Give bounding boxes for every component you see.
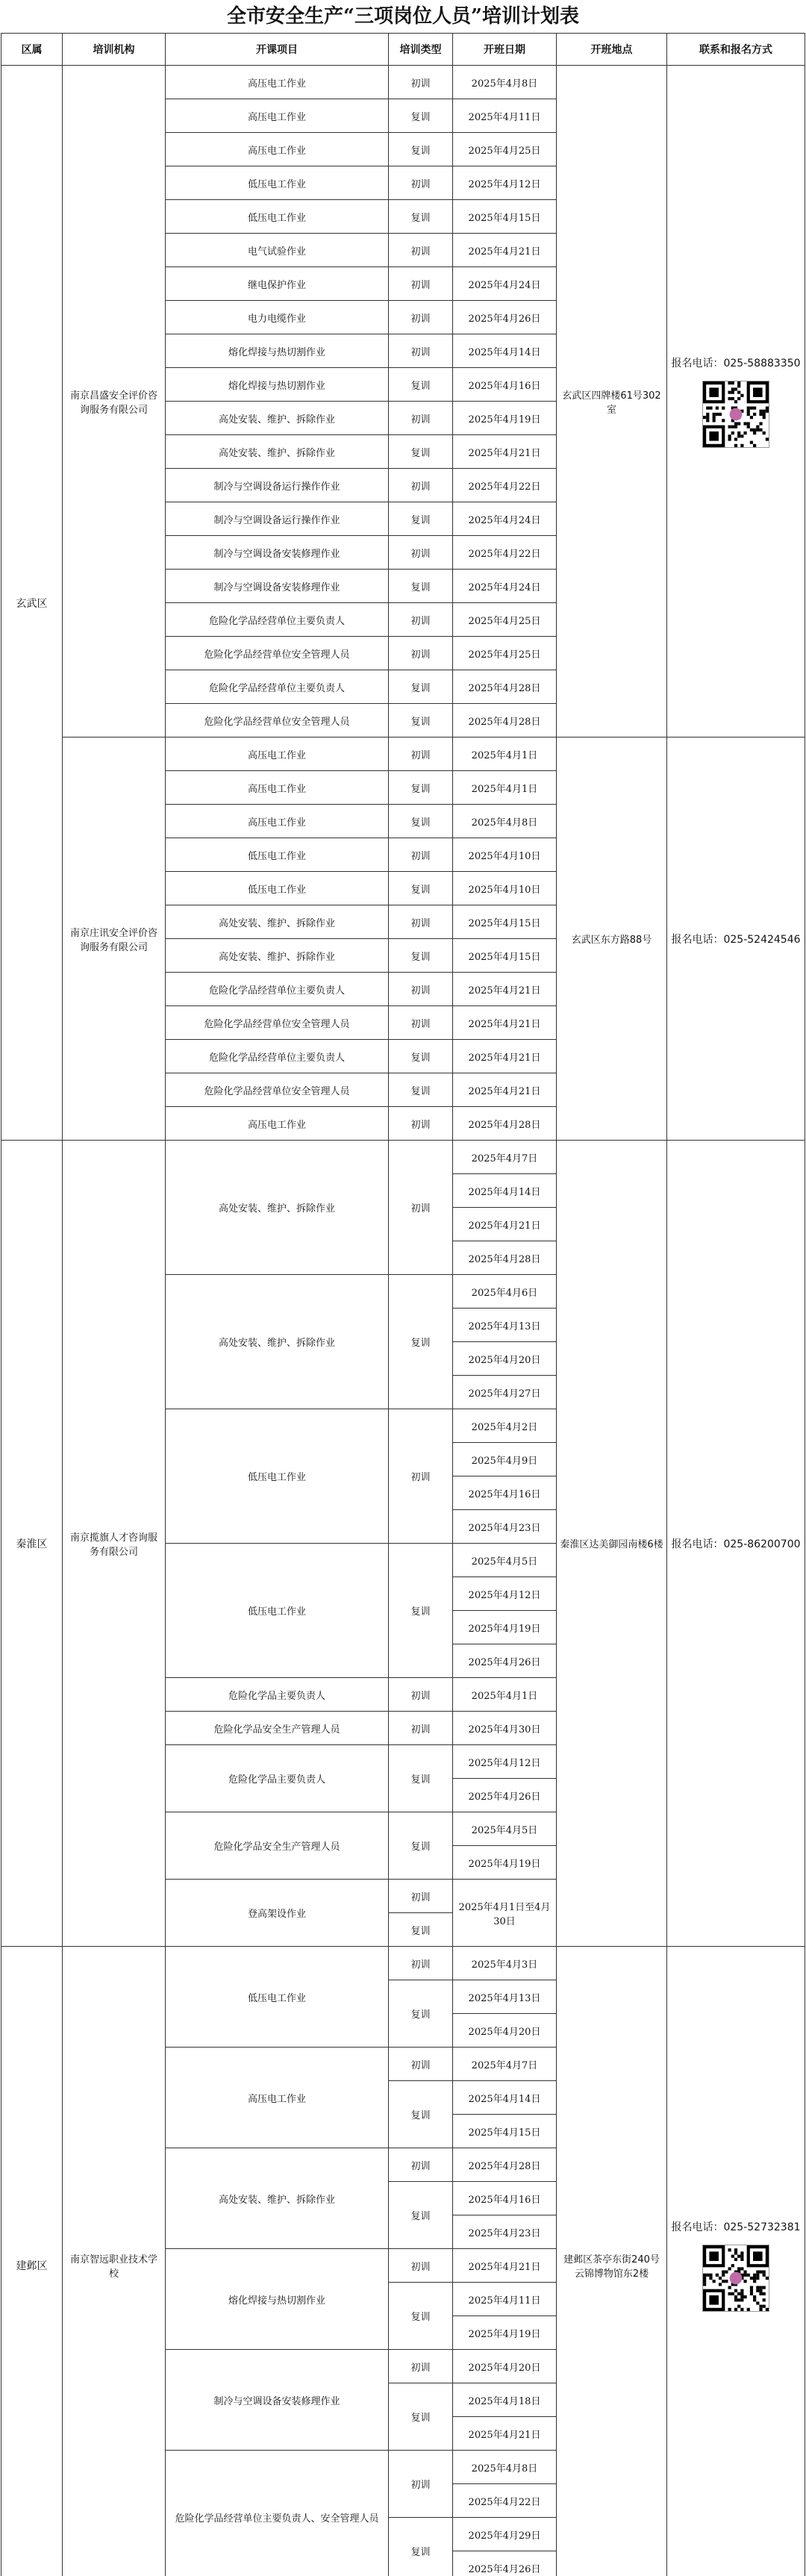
training-type-cell: 初训 — [389, 402, 453, 435]
training-type-cell: 初训 — [389, 737, 453, 771]
org-cell: 南京庄讯安全评价咨询服务有限公司 — [63, 737, 166, 1141]
training-type-cell: 初训 — [389, 1880, 453, 1913]
course-item-cell: 高压电工作业 — [166, 771, 389, 805]
start-date-cell: 2025年4月21日 — [453, 973, 557, 1006]
table-row — [1, 737, 805, 771]
header-location: 开班地点 — [557, 34, 667, 66]
start-date-cell: 2025年4月5日 — [453, 1812, 557, 1846]
start-date-cell: 2025年4月18日 — [453, 2383, 557, 2417]
course-item-cell: 危险化学品经营单位安全管理人员 — [166, 1073, 389, 1107]
start-date-cell: 2025年4月5日 — [453, 1544, 557, 1577]
course-item-cell: 熔化焊接与热切割作业 — [166, 368, 389, 402]
course-item-cell: 低压电工作业 — [166, 1947, 389, 2048]
course-item-cell: 高处安装、维护、拆除作业 — [166, 905, 389, 939]
course-item-cell: 高压电工作业 — [166, 1107, 389, 1141]
training-type-cell: 复训 — [389, 1812, 453, 1880]
start-date-cell: 2025年4月10日 — [453, 838, 557, 872]
training-type-cell: 初训 — [389, 637, 453, 670]
org-cell: 南京智远职业技术学校 — [63, 1947, 166, 2576]
contact-cell — [667, 1141, 805, 1947]
qr-code-icon — [702, 2245, 769, 2312]
start-date-cell: 2025年4月12日 — [453, 1577, 557, 1611]
course-item-cell: 高处安装、维护、拆除作业 — [166, 435, 389, 469]
training-type-cell: 初训 — [389, 66, 453, 99]
start-date-cell: 2025年4月11日 — [453, 99, 557, 133]
org-cell: 南京揽旗人才咨询服务有限公司 — [63, 1141, 166, 1947]
start-date-cell: 2025年4月25日 — [453, 637, 557, 670]
course-item-cell: 危险化学品经营单位主要负责人 — [166, 603, 389, 637]
header-region: 区属 — [1, 34, 63, 66]
start-date-cell: 2025年4月20日 — [453, 2014, 557, 2048]
course-item-cell: 危险化学品主要负责人 — [166, 1745, 389, 1812]
training-type-cell: 初训 — [389, 2249, 453, 2283]
start-date-cell: 2025年4月21日 — [453, 1073, 557, 1107]
course-item-cell: 高压电工作业 — [166, 2048, 389, 2148]
training-type-cell: 初训 — [389, 1006, 453, 1040]
course-item-cell: 危险化学品主要负责人 — [166, 1678, 389, 1712]
start-date-cell: 2025年4月12日 — [453, 1745, 557, 1779]
training-type-cell: 复训 — [389, 1275, 453, 1409]
contact-cell — [667, 737, 805, 1141]
training-type-cell: 复训 — [389, 1745, 453, 1812]
training-type-cell: 复训 — [389, 670, 453, 704]
start-date-cell: 2025年4月16日 — [453, 2182, 557, 2215]
location-cell: 建邺区茶亭东街240号云锦博物馆东2楼 — [557, 1947, 667, 2576]
training-type-cell: 复训 — [389, 2518, 453, 2576]
start-date-cell: 2025年4月15日 — [453, 905, 557, 939]
region-cell: 建邺区 — [1, 1947, 63, 2576]
start-date-cell: 2025年4月16日 — [453, 368, 557, 402]
training-type-cell: 初训 — [389, 2350, 453, 2383]
contact-phone: 报名电话：025-86200700 — [671, 1538, 801, 1550]
course-item-cell: 危险化学品经营单位安全管理人员 — [166, 637, 389, 670]
qr-code-icon — [702, 381, 769, 448]
start-date-cell: 2025年4月21日 — [453, 2417, 557, 2451]
contact-phone: 报名电话：025-58883350 — [671, 357, 801, 369]
training-type-cell: 复训 — [389, 1544, 453, 1678]
region-cell: 秦淮区 — [1, 1141, 63, 1947]
training-type-cell: 复训 — [389, 1913, 453, 1947]
contact-cell — [667, 66, 805, 737]
training-type-cell: 初训 — [389, 301, 453, 334]
start-date-cell: 2025年4月21日 — [453, 234, 557, 267]
training-type-cell: 初训 — [389, 603, 453, 637]
training-type-cell: 初训 — [389, 1947, 453, 1980]
course-item-cell: 电力电缆作业 — [166, 301, 389, 334]
start-date-cell: 2025年4月20日 — [453, 1342, 557, 1376]
course-item-cell: 电气试验作业 — [166, 234, 389, 267]
location-cell: 玄武区东方路88号 — [557, 737, 667, 1141]
table-row — [1, 1947, 805, 1980]
training-type-cell: 复训 — [389, 1980, 453, 2048]
training-type-cell: 初训 — [389, 973, 453, 1006]
training-type-cell: 初训 — [389, 838, 453, 872]
training-type-cell: 初训 — [389, 166, 453, 200]
course-item-cell: 高处安装、维护、拆除作业 — [166, 2148, 389, 2249]
course-item-cell: 高处安装、维护、拆除作业 — [166, 1141, 389, 1275]
start-date-cell: 2025年4月27日 — [453, 1376, 557, 1409]
course-item-cell: 制冷与空调设备运行操作作业 — [166, 502, 389, 536]
training-type-cell: 复训 — [389, 872, 453, 905]
start-date-cell: 2025年4月24日 — [453, 570, 557, 603]
start-date-cell: 2025年4月15日 — [453, 939, 557, 973]
training-type-cell: 复训 — [389, 939, 453, 973]
start-date-cell: 2025年4月1日至4月30日 — [453, 1880, 557, 1947]
course-item-cell: 高处安装、维护、拆除作业 — [166, 402, 389, 435]
start-date-cell: 2025年4月14日 — [453, 1174, 557, 1208]
start-date-cell: 2025年4月13日 — [453, 1980, 557, 2014]
course-item-cell: 高处安装、维护、拆除作业 — [166, 939, 389, 973]
start-date-cell: 2025年4月25日 — [453, 603, 557, 637]
start-date-cell: 2025年4月29日 — [453, 2518, 557, 2551]
course-item-cell: 登高架设作业 — [166, 1880, 389, 1947]
start-date-cell: 2025年4月19日 — [453, 1846, 557, 1880]
course-item-cell: 高压电工作业 — [166, 805, 389, 838]
document-title: 全市安全生产“三项岗位人员”培训计划表 — [227, 5, 579, 28]
course-item-cell: 高压电工作业 — [166, 133, 389, 166]
course-item-cell: 低压电工作业 — [166, 166, 389, 200]
contact-cell — [667, 1947, 805, 2576]
start-date-cell: 2025年4月3日 — [453, 1947, 557, 1980]
table-body — [1, 66, 805, 2576]
start-date-cell: 2025年4月26日 — [453, 301, 557, 334]
start-date-cell: 2025年4月24日 — [453, 267, 557, 301]
course-item-cell: 高压电工作业 — [166, 66, 389, 99]
course-item-cell: 制冷与空调设备安装修理作业 — [166, 2350, 389, 2451]
start-date-cell: 2025年4月15日 — [453, 2115, 557, 2148]
start-date-cell: 2025年4月26日 — [453, 1644, 557, 1678]
training-type-cell: 复训 — [389, 1073, 453, 1107]
start-date-cell: 2025年4月26日 — [453, 2551, 557, 2576]
training-type-cell: 复训 — [389, 435, 453, 469]
start-date-cell: 2025年4月21日 — [453, 435, 557, 469]
course-item-cell: 熔化焊接与热切割作业 — [166, 334, 389, 368]
start-date-cell: 2025年4月19日 — [453, 2316, 557, 2350]
header-date: 开班日期 — [453, 34, 557, 66]
start-date-cell: 2025年4月14日 — [453, 2081, 557, 2115]
start-date-cell: 2025年4月10日 — [453, 872, 557, 905]
start-date-cell: 2025年4月28日 — [453, 1107, 557, 1141]
start-date-cell: 2025年4月13日 — [453, 1309, 557, 1342]
start-date-cell: 2025年4月20日 — [453, 2350, 557, 2383]
region-cell: 玄武区 — [1, 66, 63, 1141]
start-date-cell: 2025年4月16日 — [453, 1476, 557, 1510]
header-org: 培训机构 — [63, 34, 166, 66]
start-date-cell: 2025年4月21日 — [453, 1006, 557, 1040]
start-date-cell: 2025年4月22日 — [453, 2484, 557, 2518]
course-item-cell: 制冷与空调设备运行操作作业 — [166, 469, 389, 502]
training-type-cell: 初训 — [389, 1107, 453, 1141]
course-item-cell: 危险化学品经营单位主要负责人 — [166, 1040, 389, 1073]
course-item-cell: 低压电工作业 — [166, 1544, 389, 1678]
start-date-cell: 2025年4月23日 — [453, 1510, 557, 1544]
course-item-cell: 危险化学品经营单位主要负责人 — [166, 973, 389, 1006]
course-item-cell: 危险化学品经营单位安全管理人员 — [166, 704, 389, 737]
location-cell: 秦淮区达美御园南楼6楼 — [557, 1141, 667, 1947]
location-cell: 玄武区四牌楼61号302室 — [557, 66, 667, 737]
training-type-cell: 复训 — [389, 704, 453, 737]
header-type: 培训类型 — [389, 34, 453, 66]
contact-phone: 报名电话：025-52732381 — [671, 2221, 801, 2233]
course-item-cell: 制冷与空调设备安装修理作业 — [166, 536, 389, 570]
training-type-cell: 初训 — [389, 267, 453, 301]
course-item-cell: 危险化学品经营单位主要负责人 — [166, 670, 389, 704]
org-cell: 南京昌盛安全评价咨询服务有限公司 — [63, 66, 166, 737]
training-type-cell: 初训 — [389, 334, 453, 368]
header-item: 开课项目 — [166, 34, 389, 66]
training-schedule-table — [1, 33, 805, 2576]
start-date-cell: 2025年4月7日 — [453, 2048, 557, 2081]
start-date-cell: 2025年4月28日 — [453, 704, 557, 737]
training-type-cell: 复训 — [389, 2283, 453, 2350]
training-type-cell: 复训 — [389, 502, 453, 536]
training-type-cell: 初训 — [389, 1678, 453, 1712]
training-type-cell: 复训 — [389, 1040, 453, 1073]
training-type-cell: 复训 — [389, 570, 453, 603]
course-item-cell: 危险化学品安全生产管理人员 — [166, 1712, 389, 1745]
training-type-cell: 初训 — [389, 469, 453, 502]
training-type-cell: 复训 — [389, 200, 453, 234]
course-item-cell: 低压电工作业 — [166, 838, 389, 872]
training-type-cell: 复训 — [389, 2182, 453, 2249]
start-date-cell: 2025年4月28日 — [453, 670, 557, 704]
training-type-cell: 初训 — [389, 2451, 453, 2518]
start-date-cell: 2025年4月23日 — [453, 2215, 557, 2249]
training-type-cell: 复训 — [389, 368, 453, 402]
training-type-cell: 复训 — [389, 805, 453, 838]
start-date-cell: 2025年4月26日 — [453, 1779, 557, 1812]
start-date-cell: 2025年4月2日 — [453, 1409, 557, 1443]
table-row — [1, 66, 805, 99]
start-date-cell: 2025年4月7日 — [453, 1141, 557, 1174]
course-item-cell: 危险化学品安全生产管理人员 — [166, 1812, 389, 1880]
start-date-cell: 2025年4月19日 — [453, 1611, 557, 1644]
training-type-cell: 复训 — [389, 133, 453, 166]
training-type-cell: 复训 — [389, 771, 453, 805]
course-item-cell: 高压电工作业 — [166, 99, 389, 133]
start-date-cell: 2025年4月28日 — [453, 1241, 557, 1275]
start-date-cell: 2025年4月11日 — [453, 2283, 557, 2316]
start-date-cell: 2025年4月21日 — [453, 1040, 557, 1073]
start-date-cell: 2025年4月30日 — [453, 1712, 557, 1745]
training-type-cell: 初训 — [389, 1141, 453, 1275]
training-type-cell: 初训 — [389, 2148, 453, 2182]
contact-phone: 报名电话：025-52424546 — [671, 933, 801, 946]
training-type-cell: 初训 — [389, 1712, 453, 1745]
start-date-cell: 2025年4月9日 — [453, 1443, 557, 1476]
header-row — [1, 34, 805, 66]
training-type-cell: 初训 — [389, 234, 453, 267]
start-date-cell: 2025年4月25日 — [453, 133, 557, 166]
training-type-cell: 初训 — [389, 2048, 453, 2081]
course-item-cell: 高处安装、维护、拆除作业 — [166, 1275, 389, 1409]
start-date-cell: 2025年4月15日 — [453, 200, 557, 234]
start-date-cell: 2025年4月1日 — [453, 771, 557, 805]
start-date-cell: 2025年4月24日 — [453, 502, 557, 536]
start-date-cell: 2025年4月8日 — [453, 805, 557, 838]
training-type-cell: 复训 — [389, 2383, 453, 2451]
start-date-cell: 2025年4月12日 — [453, 166, 557, 200]
course-item-cell: 危险化学品经营单位主要负责人、安全管理人员 — [166, 2451, 389, 2576]
course-item-cell: 制冷与空调设备安装修理作业 — [166, 570, 389, 603]
start-date-cell: 2025年4月14日 — [453, 334, 557, 368]
start-date-cell: 2025年4月22日 — [453, 536, 557, 570]
course-item-cell: 高压电工作业 — [166, 737, 389, 771]
start-date-cell: 2025年4月8日 — [453, 2451, 557, 2484]
course-item-cell: 低压电工作业 — [166, 1409, 389, 1544]
start-date-cell: 2025年4月19日 — [453, 402, 557, 435]
training-type-cell: 初训 — [389, 905, 453, 939]
start-date-cell: 2025年4月8日 — [453, 66, 557, 99]
table-row — [1, 1141, 805, 1174]
start-date-cell: 2025年4月21日 — [453, 2249, 557, 2283]
start-date-cell: 2025年4月21日 — [453, 1208, 557, 1241]
course-item-cell: 低压电工作业 — [166, 200, 389, 234]
course-item-cell: 低压电工作业 — [166, 872, 389, 905]
training-type-cell: 复训 — [389, 2081, 453, 2148]
start-date-cell: 2025年4月1日 — [453, 1678, 557, 1712]
training-type-cell: 复训 — [389, 99, 453, 133]
course-item-cell: 继电保护作业 — [166, 267, 389, 301]
start-date-cell: 2025年4月6日 — [453, 1275, 557, 1309]
training-type-cell: 初训 — [389, 1409, 453, 1544]
header-contact: 联系和报名方式 — [667, 34, 805, 66]
start-date-cell: 2025年4月22日 — [453, 469, 557, 502]
course-item-cell: 熔化焊接与热切割作业 — [166, 2249, 389, 2350]
start-date-cell: 2025年4月1日 — [453, 737, 557, 771]
training-type-cell: 初训 — [389, 536, 453, 570]
start-date-cell: 2025年4月28日 — [453, 2148, 557, 2182]
course-item-cell: 危险化学品经营单位安全管理人员 — [166, 1006, 389, 1040]
